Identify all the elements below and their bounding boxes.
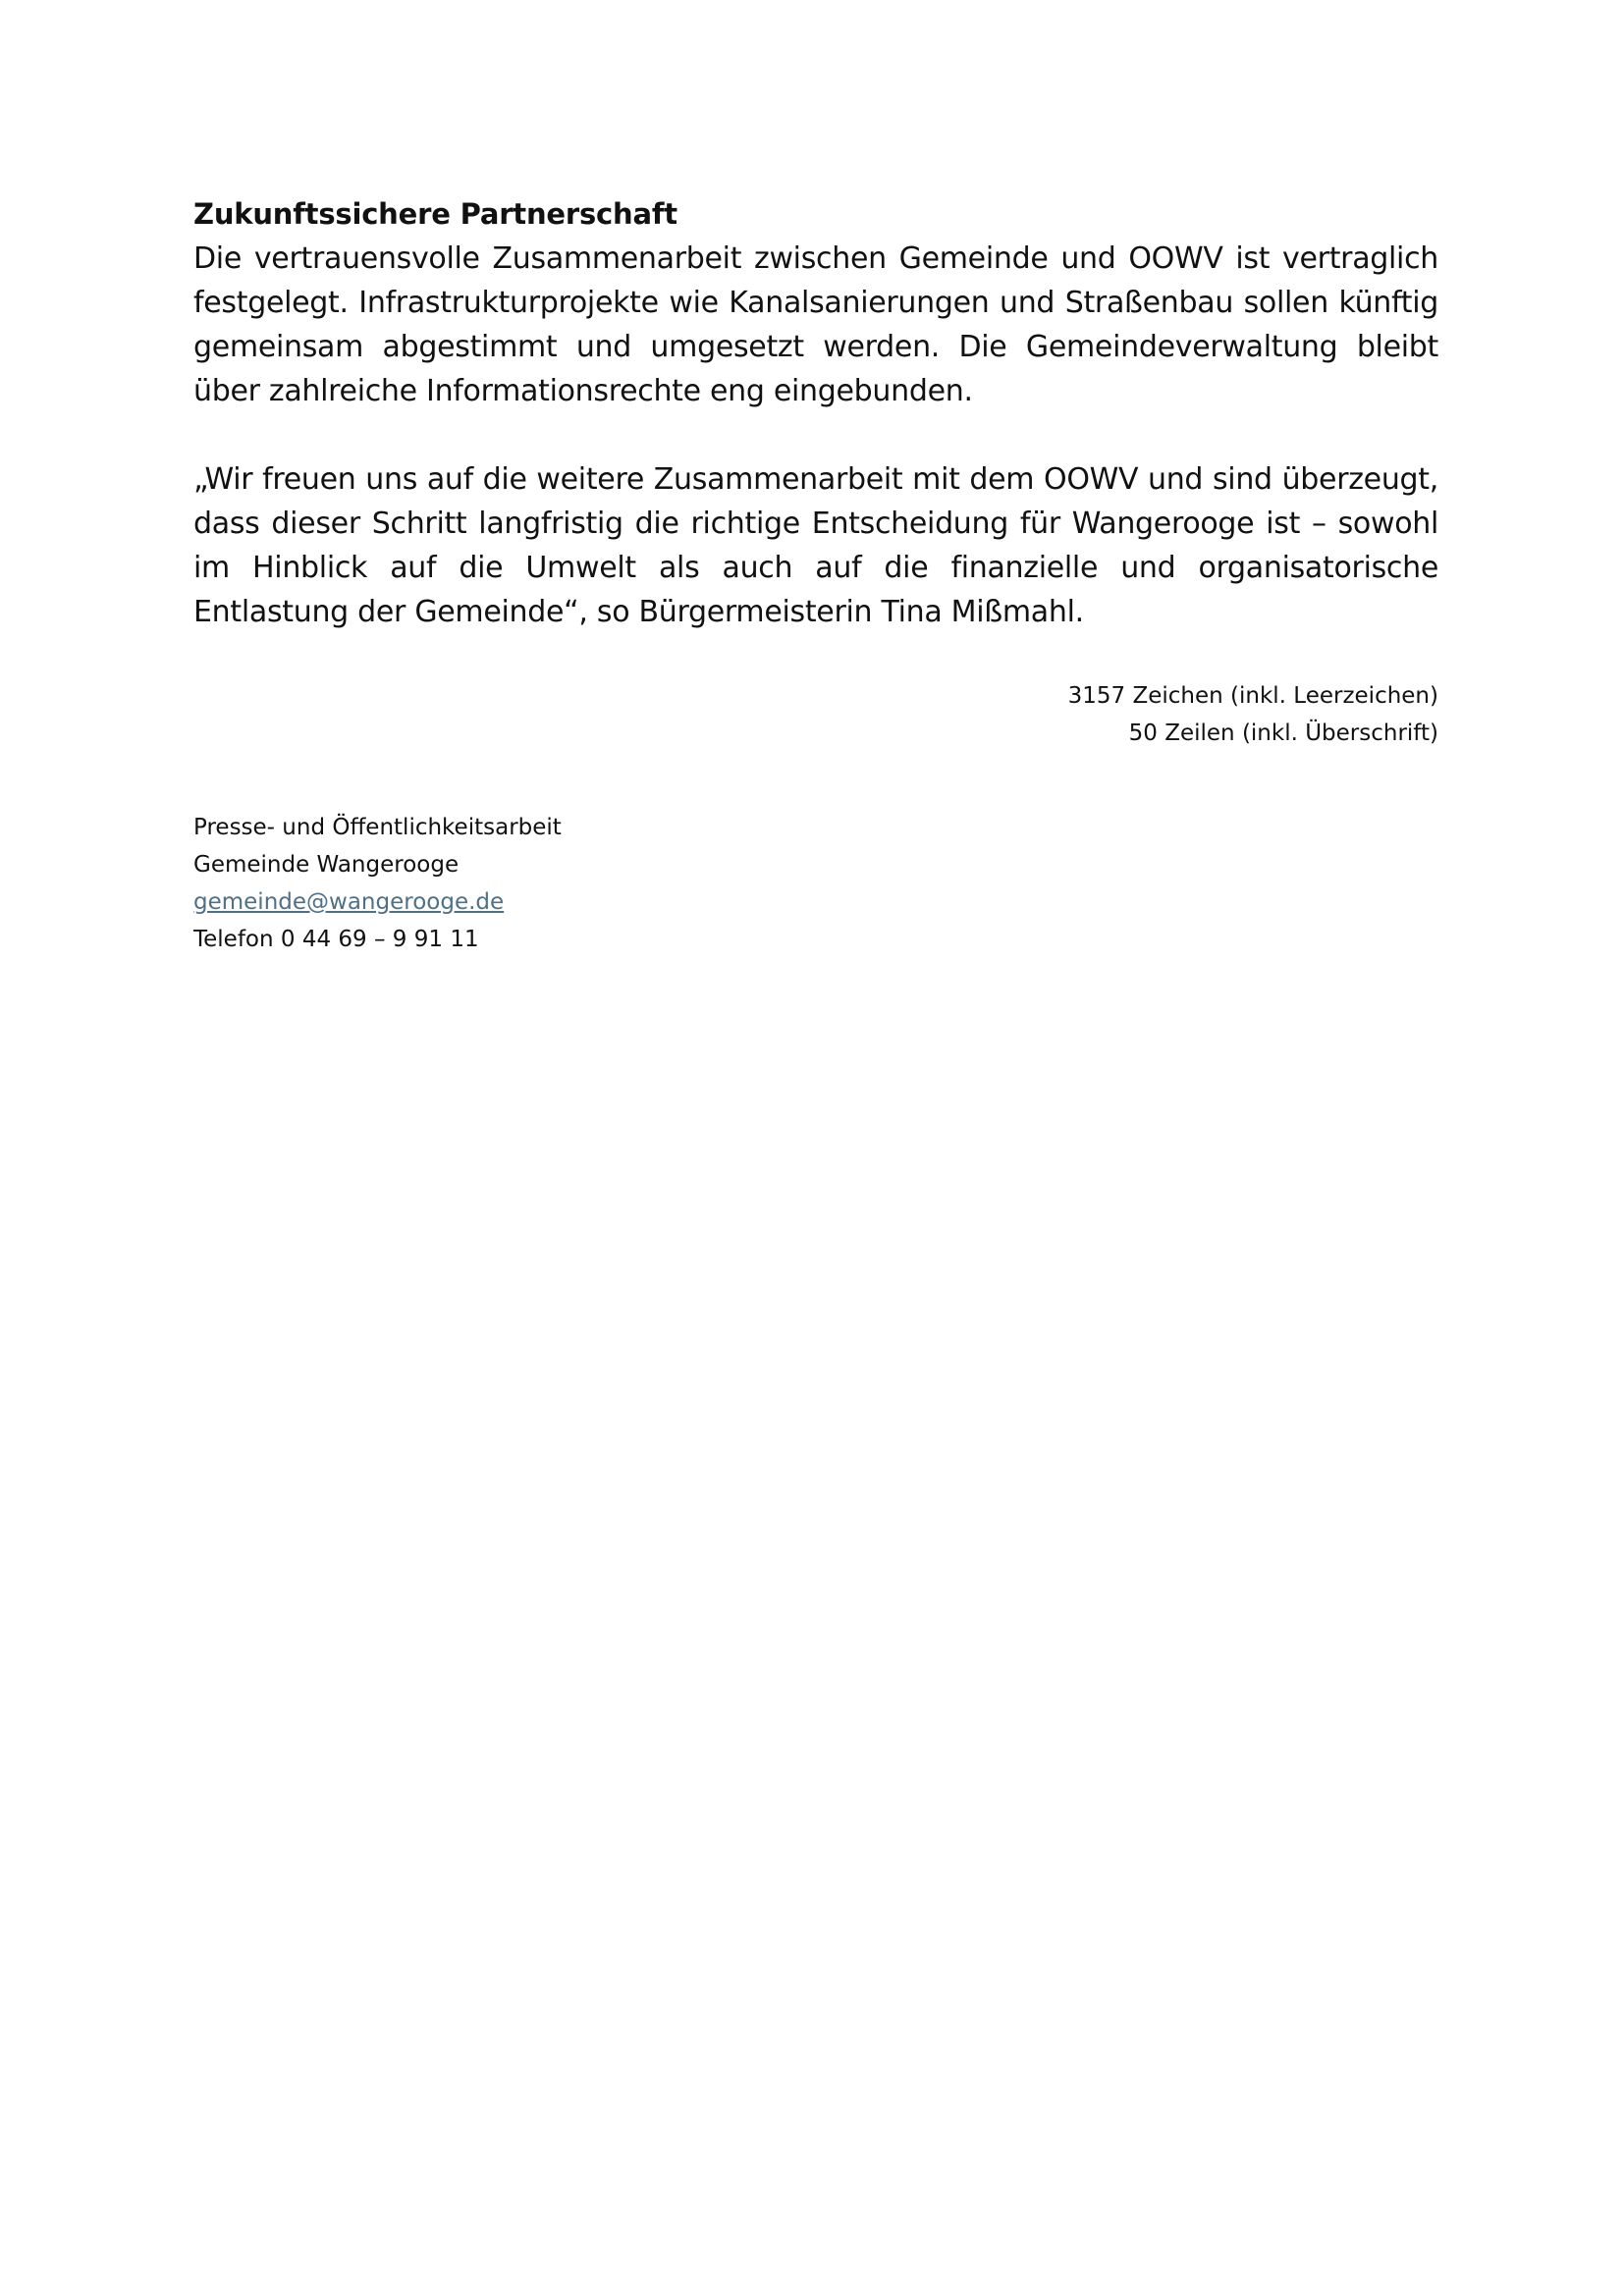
contact-organization: Gemeinde Wangerooge — [193, 852, 460, 878]
mayor-quote: „Wir freuen uns auf die weitere Zusammenarbeit mit dem OOWV und sind überzeugt, dass dieser Schritt langfristig die richtige Entscheidung für Wangerooge ist – sowohl im Hinblick auf die Umwelt als auch auf die finanzielle und organisatorische Entlastung der Gemeinde“, so Bürgermeisterin Tina Mißmahl. — [193, 462, 1438, 629]
character-count: 3157 Zeichen (inkl. Leerzeichen) — [1067, 683, 1438, 709]
contact-email-row — [193, 883, 1438, 921]
section-paragraph: Die vertrauensvolle Zusammenarbeit zwischen Gemeinde und OOWV ist vertraglich festgelegt. Infrastrukturprojekte wie Kanalsanierungen und Straßenbau sollen künftig gemeinsam abgestimmt und umgesetzt werden. Die Gemeindeverwaltung bleibt über zahlreiche Informationsrechte eng eingebunden. — [193, 241, 1438, 408]
contact-department: Presse- und Öffentlichkeitsarbeit — [193, 815, 562, 840]
contact-email-link[interactable]: gemeinde@wangerooge.de — [193, 889, 505, 915]
contact-phone: Telefon 0 44 69 – 9 91 11 — [193, 927, 479, 952]
document-content — [193, 192, 1438, 958]
section-heading: Zukunftssichere Partnerschaft — [193, 197, 677, 231]
contact-block — [193, 809, 1438, 958]
text-statistics — [193, 677, 1438, 752]
line-count: 50 Zeilen (inkl. Überschrift) — [1128, 721, 1438, 746]
